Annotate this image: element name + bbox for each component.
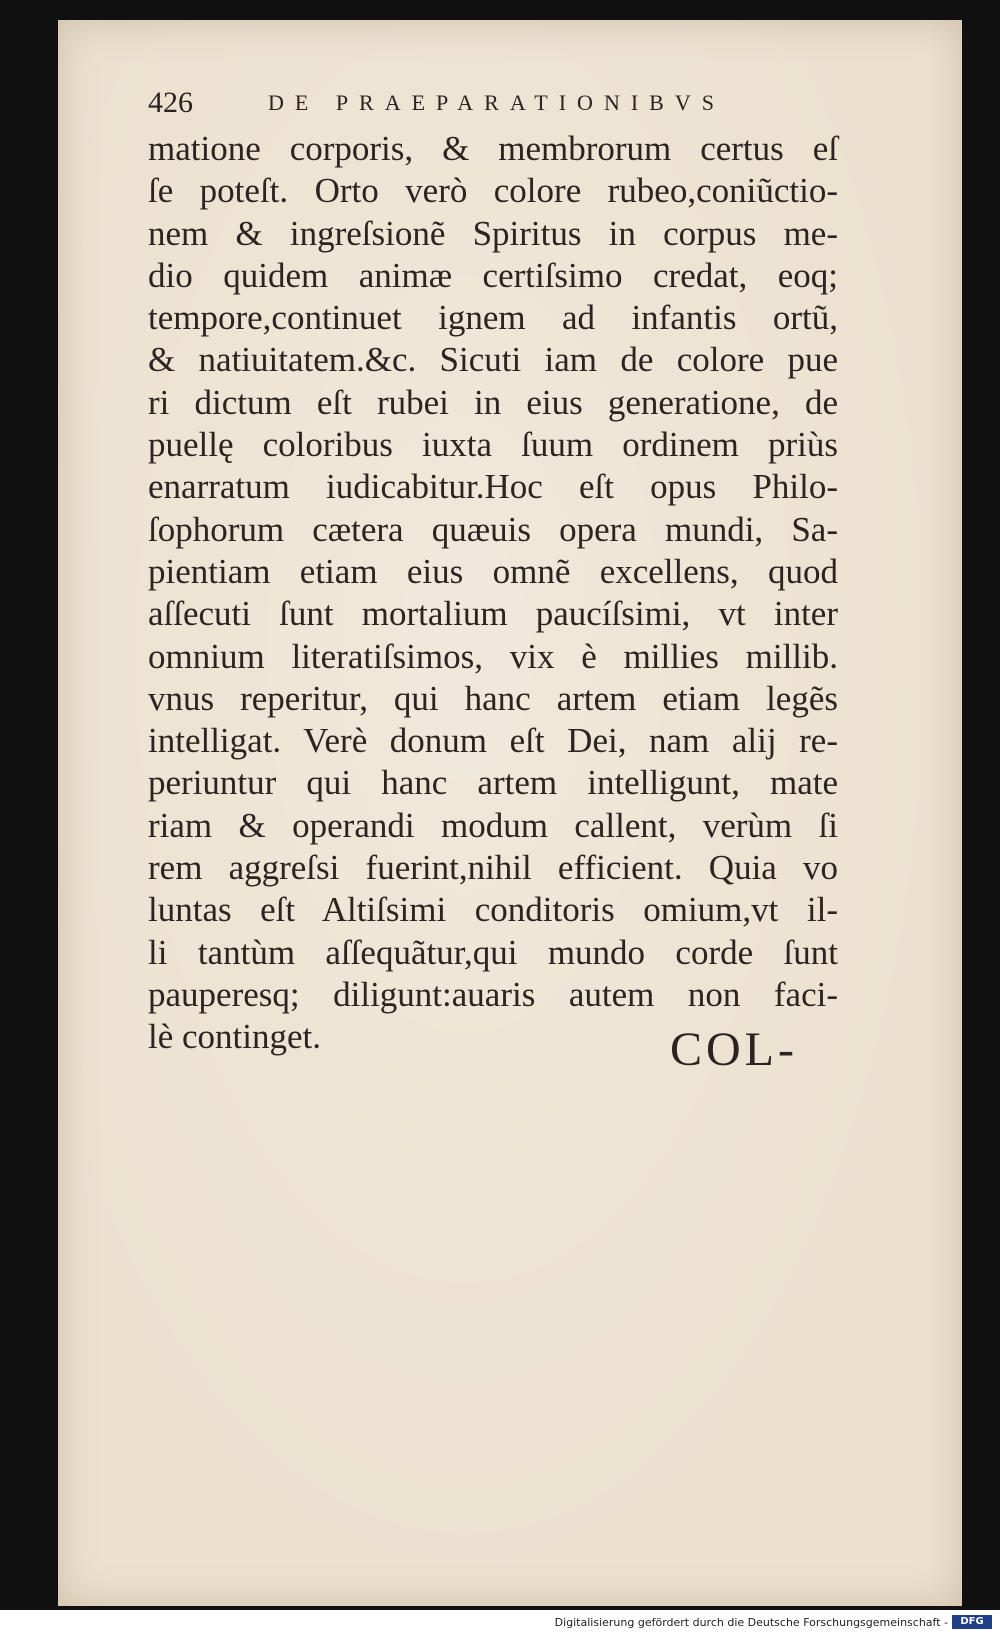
- text-line: & natiuitatem.&c. Sicuti iam de colore pue: [148, 340, 838, 380]
- text-line: enarratum iudicabitur.Hoc eſt opus Philo-: [148, 467, 838, 507]
- text-line: tempore,continuet ignem ad infantis ortũ,: [148, 298, 838, 338]
- text-line: omnium literatiſsimos, vix è millies millib.: [148, 636, 838, 676]
- text-line: luntas eſt Altiſsimi conditoris omium,vt il-: [148, 890, 838, 930]
- text-line: riam & operandi modum callent, verùm ſi: [148, 805, 838, 845]
- dfg-logo: DFG: [952, 1615, 992, 1629]
- funding-credit: Digitalisierung gefördert durch die Deutsche Forschungsgemeinschaft -: [554, 1616, 948, 1629]
- text-line: vnus reperitur, qui hanc artem etiam legẽs: [148, 678, 838, 718]
- text-line: ri dictum eſt rubei in eius generatione, de: [148, 382, 838, 422]
- running-head: DE PRAEPARATIONIBVS: [268, 90, 725, 115]
- text-line: periuntur qui hanc artem intelligunt, mate: [148, 763, 838, 803]
- text-line: lè continget.: [148, 1017, 322, 1057]
- text-line: aſſecuti ſunt mortalium paucíſsimi, vt inter: [148, 594, 838, 634]
- text-line: dio quidem animæ certiſsimo credat, eoq;: [148, 255, 838, 295]
- text-line: rem aggreſsi fuerint,nihil efficient. Quia vo: [148, 848, 838, 888]
- text-line: pauperesq; diligunt:auaris autem non faci-: [148, 974, 838, 1014]
- text-line: puellę coloribus iuxta ſuum ordinem priùs: [148, 425, 838, 465]
- text-line: matione corporis, & membrorum certus eſ: [148, 129, 838, 168]
- text-line: li tantùm aſſequãtur,qui mundo corde ſunt: [148, 932, 838, 972]
- catchword: COL-: [670, 1023, 798, 1076]
- text-line: ſophorum cætera quæuis opera mundi, Sa-: [148, 509, 838, 549]
- text-line: intelligat. Verè donum eſt Dei, nam alij re-: [148, 721, 838, 761]
- digitization-footer: [0, 1610, 1000, 1637]
- page-number: 426: [148, 86, 193, 119]
- text-line: nem & ingreſsionẽ Spiritus in corpus me-: [148, 213, 838, 253]
- body-text: [148, 128, 838, 1059]
- text-line: ſe poteſt. Orto verò colore rubeo,coniũctio-: [148, 171, 838, 211]
- text-line: pientiam etiam eius omnẽ excellens, quod: [148, 551, 838, 591]
- page-header: [148, 80, 828, 120]
